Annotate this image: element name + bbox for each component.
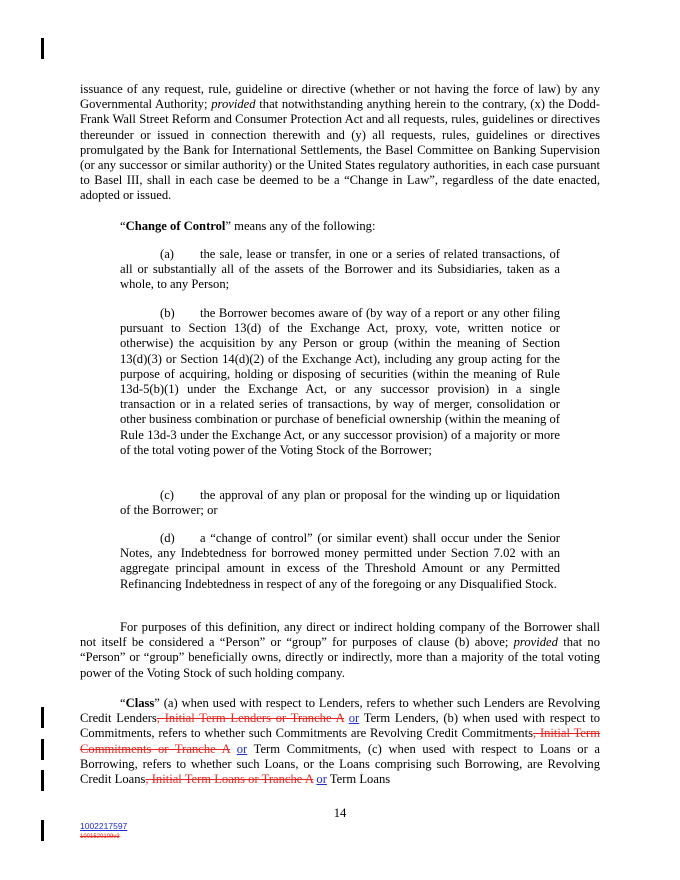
change-bar	[41, 707, 44, 728]
inserted-text: or	[236, 741, 248, 756]
change-of-control-heading: “Change of Control” means any of the following:	[120, 219, 376, 233]
clause-d: (d) a “change of control” (or similar event) shall occur under the Senior Notes, any Indebtedness for borrowed money permitted under Section 7.02 with an aggregate principal amount in excess of the Threshold Amount or any Permitted Refinancing Indebtedness in respect of any of the foregoing or any Disqualified Stock.	[120, 531, 560, 591]
for-purposes-paragraph: For purposes of this definition, any direct or indirect holding company of the Borrower shall not itself be considered a “Person” or “group” for purposes of clause (b) above; provided that no “Person” or “group” beneficially owns, directly or indirectly, more than a majority of the total voting power of the Voting Stock of such holding company.	[80, 620, 601, 680]
page-number: 14	[333, 806, 347, 820]
deleted-text: , Initial Term Commitments or Tranche A	[80, 726, 600, 756]
change-in-law-paragraph: issuance of any request, rule, guideline or directive (whether or not having the force of law) by any Governmental Authority; provided that notwithstanding anything herein to the contrary, (x) the Dodd-Frank Wall Street Reform and Consumer Protection Act and all requests, rules, guidelines or directives thereunder or issued in connection therewith and (y) all requests, rules, guidelines or directives promulgated by the Bank for International Settlements, the Basel Committee on Banking Supervision (or any successor or similar authority) or the United States regulatory authorities, in each case pursuant to Basel III, shall in each case be deemed to be a “Change in Law”, regardless of the date enacted, adopted or issued.	[80, 82, 600, 203]
defined-term: Class	[125, 696, 155, 710]
change-bar	[41, 820, 44, 841]
clause-a: (a) the sale, lease or transfer, in one or a series of related transactions, of all or substantially all of the assets of the Borrower and its Subsidiaries, taken as a whole, to any Person;	[120, 247, 560, 292]
change-bar	[41, 38, 44, 59]
deleted-text: , Initial Term Lenders or Tranche A	[156, 711, 344, 726]
inserted-text: or	[348, 711, 360, 726]
change-bar	[41, 770, 44, 791]
document-id-deleted: 1001520109v3	[80, 834, 120, 840]
defined-term: Change of Control	[125, 219, 226, 233]
clause-b: (b) the Borrower becomes aware of (by way of a report or any other filing pursuant to Section 13(d) of the Exchange Act, proxy, vote, written notice or otherwise) the acquisition by any Person or group (within the meaning of Section 13(d)(3) or Section 14(d)(2) of the Exchange Act), including any group acting for the purpose of acquiring, holding or disposing of securities (within the meaning of Rule 13d-5(b)(1) under the Exchange Act, or any successor provision) in a single transaction or in a related series of transactions, by way of merger, consolidation or other business combination or purchase of beneficial ownership (within the meaning of Rule 13d-3 under the Exchange Act, or any successor provision) of a majority or more of the total voting power of the Voting Stock of the Borrower;	[120, 306, 560, 457]
document-id: 1002217597	[80, 821, 128, 831]
class-definition-paragraph: “Class” (a) when used with respect to Lenders, refers to whether such Lenders are Revolving Credit Lenders, Initial Term Lenders or Tranche A or Term Lenders, (b) when used with respect to Commitments, refers to whether such Commitments are Revolving Credit Commitments, Initial Term Commitments or Tranche A or Term Commitments, (c) when used with respect to Loans or a Borrowing, refers to whether such Loans, or the Loans comprising such Borrowing, are Revolving Credit Loans, Initial Term Loans or Tranche A or Term Loans	[80, 696, 601, 787]
inserted-text: or	[316, 772, 327, 787]
change-bar	[41, 739, 44, 760]
clause-c: (c) the approval of any plan or proposal for the winding up or liquidation of the Borrower; or	[120, 488, 560, 518]
deleted-text: , Initial Term Loans or Tranche A	[145, 772, 314, 787]
